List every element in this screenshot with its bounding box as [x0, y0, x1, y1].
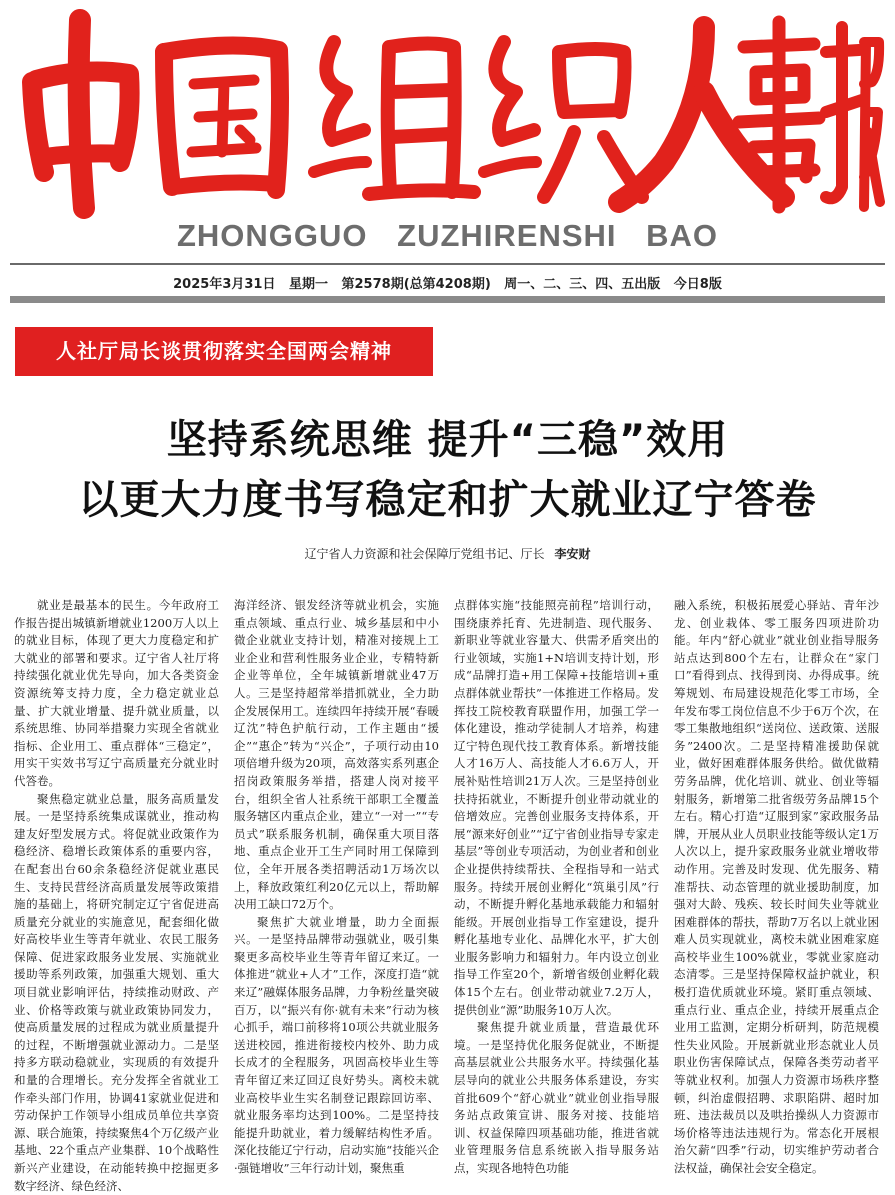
dateline: 2025年3月31日 星期一 第2578期(总第4208期) 周一、二、三、四、五出版 今日8版	[173, 277, 722, 292]
masthead-title	[14, 12, 882, 212]
article-column-2	[234, 597, 439, 1175]
headline-line-2: 以更大力度书写稳定和扩大就业辽宁答卷	[78, 477, 817, 523]
paragraph: 聚焦提升就业质量，营造最优环境。一是坚持优化服务促就业，不断提高基层就业公共服务水平。持续强化基层导向的就业公共服务体系建设，夯实首批609个“舒心就业”就业创业指导服务站点政策宣讲、服务对接、技能培训、权益保障四项基础功能，推进省就业管理服务信息系统嵌入指导服务站点，实现各地特色功能	[454, 1020, 659, 1175]
article-column-3	[454, 597, 659, 1175]
paragraph: 海洋经济、银发经济等就业机会，实施重点领域、重点行业、城乡基层和中小微企业就业支持计划，精准对接规上工业企业和营利性服务业企业，专精特新企业等单位，全年城镇新增就业47万人。三是坚持超常举措抓就业，全力助企发展保用工。连续四年持续开展“春暖辽沈”特色护航行动，工作主题由“援企”“惠企”转为“兴企”，子项行动由10项倍增升级为20项，高效落实系列惠企招岗政策服务举措，搭建人岗对接平台，组织全省人社系统干部职工全覆盖服务辖区内重点企业，建立“一对一”“专员式”联系服务机制，确保重大项目落地、重点企业开工生产同时用工保障到位，全年开展各类招聘活动1万场次以上，释放政策红利20亿元以上，帮助解决用工缺口72万个。	[234, 598, 439, 912]
masthead-calligraphy-logo	[14, 12, 882, 212]
paragraph: 聚焦稳定就业总量，服务高质量发展。一是坚持系统集成谋就业，推动构建友好型发展方式。将促就业政策作为稳经济、稳增长政策体系的重要内容，在配套出台60余条稳经济促就业惠民生、支持民营经济高质量发展等政策措施的基础上，将研究制定辽宁省促进高质量充分就业的实施意见，配套细化做好高校毕业生等青年就业、农民工服务保障、促进家政服务业发展、实施就业援助等系列政策，加强重大规划、重大项目就业影响评估，持续推动财政、产业、价格等政策与就业政策协同发力，使高质量发展的过程成为就业质量提升的过程，不断增强就业源动力。二是坚持多方联动稳就业，实现质的有效提升和量的合理增长。充分发挥全省就业工作牵头部门作用，协调41家就业促进和劳动保护工作领导小组成员单位共享资源、联合施策，持续聚焦4个万亿级产业基地、22个重点产业集群、10个战略性新兴产业建设，在动能转换中挖掘更多数字经济、绿色经济、	[14, 791, 219, 1193]
paragraph: 就业是最基本的民生。今年政府工作报告提出城镇新增就业1200万人以上的就业目标，体现了更大力度稳定和扩大就业的部署和要求。辽宁省人社厅将持续强化就业优先导向，加大各类资金资源统筹支持力度，全力稳定就业总量、扩大就业增量、提升就业质量，以系统思维、协同举措聚力实现全省就业指标、企业用工、重点群体“三稳定”，用实干实效书写辽宁高质量充分就业时代答卷。	[14, 598, 219, 788]
byline-author: 李安财	[554, 547, 591, 561]
dateline-divider	[10, 296, 885, 303]
article-column-4	[674, 597, 879, 1175]
masthead-pinyin: ZHONGGUO ZUZHIRENSHI BAO	[176, 218, 719, 253]
article-column-1	[14, 597, 219, 1193]
paragraph: 融入系统，积极拓展爱心驿站、青年沙龙、创业栽体、零工服务四项进阶功能。年内“舒心就业”就业创业指导服务站点达到800个左右，让群众在“家门口”看得到点、找得到岗、办得成事。统筹规划、布局建设规范化零工市场，全年发布零工岗位信息不少于6万个次，在零工集散地组织“送岗位、送政策、送服务”2400次。二是坚持精准援助保就业，做好困难群体服务供给。做优做精劳务品牌，优化培训、就业、创业等辐射服务，新增第二批省级劳务品牌15个左右。精心打造“辽服到家”家政服务品牌，开展从业人员职业技能等级认定1万人次以上，提升家政服务业就业增收带动作用。完善及时发现、优先服务、精准帮扶、动态管理的就业援助制度，加强对大龄、残疾、较长时间失业等就业困难群体的帮扶，帮助7万名以上就业困难人员实现就业，离校未就业困难家庭高校毕业生100%就业，零就业家庭动态清零。三是坚持保障权益护就业，积极打造优质就业环境。紧盯重点领域、重点行业、重点企业，持续开展重点企业用工监测，定期分析研判，防范规模性失业风险。开展新就业形态就业人员职业伤害保障试点，保障各类劳动者平等就业权利。加强人力资源市场秩序整顿，纠治虚假招聘、求职陷阱、超时加班、违法裁员以及哄抬操纵人力资源市场价格等违法违规行为。常态化开展根治欠薪“四季”行动，切实维护劳动者合法权益，确保社会安全稳定。	[674, 598, 879, 1175]
paragraph: 聚焦扩大就业增量，助力全面振兴。一是坚持品牌带动强就业，吸引集聚更多高校毕业生等青年留辽来辽。一体推进“就业+人才”工作，深度打造“就来辽”融媒体服务品牌，力争粉丝量突破百万，以“振兴有你·就有未来”行动为核心抓手，端口前移将10项公共就业服务送进校园，推进衔接校内校外、助力成长成才的全程服务，巩固高校毕业生等青年留辽来辽回辽良好势头。离校未就业高校毕业生实名制登记跟踪回访率、就业服务率均达到100%。二是坚持技能提升助就业，着力缓解结构性矛盾。深化技能辽宁行动，启动实施“技能兴企·强链增收”三年行动计划，聚焦重	[234, 914, 439, 1175]
article-headline	[0, 410, 895, 530]
masthead-divider	[10, 263, 885, 265]
byline-title: 辽宁省人力资源和社会保障厅党组书记、厅长	[304, 547, 545, 561]
article-byline	[0, 545, 895, 562]
masthead	[0, 0, 895, 253]
headline-line-1: 坚持系统思维 提升“三稳”效用	[166, 417, 729, 463]
section-kicker-banner: 人社厅局长谈贯彻落实全国两会精神	[15, 327, 433, 376]
article-body	[14, 597, 880, 1193]
paragraph: 点群体实施“技能照亮前程”培训行动，围绕康养托育、先进制造、现代服务、新职业等就业容量大、供需矛盾突出的行业领域，实施1+N培训支持计划，形成“品牌打造+用工保障+技能培训+重点群体就业帮扶”一体推进工作格局。发挥技工院校教育联盟作用，加强工学一体化建设，推动学徒制人才培养，构建辽宁特色现代技工教育体系。新增技能人才16万人、高技能人才6.6万人，开展补贴性培训21万人次。三是坚持创业扶持拓就业，不断提升创业带动就业的倍增效应。完善创业服务支持体系，开展“源来好创业”“辽宁省创业指导专家走基层”等创业专项活动，为创业者和创业企业提供持续帮扶、全程指导和一站式服务。持续开展创业孵化“筑巢引凤”行动，不断提升孵化基地承载能力和辐射能级。开展创业指导工作室建设，提升孵化基地专业化、品牌化水平，扩大创业服务影响力和辐射力。年内设立创业指导工作室20个，新增省级创业孵化载体15个左右。创业带动就业7.2万人，提供创业“源”助服务10万人次。	[454, 598, 659, 1017]
